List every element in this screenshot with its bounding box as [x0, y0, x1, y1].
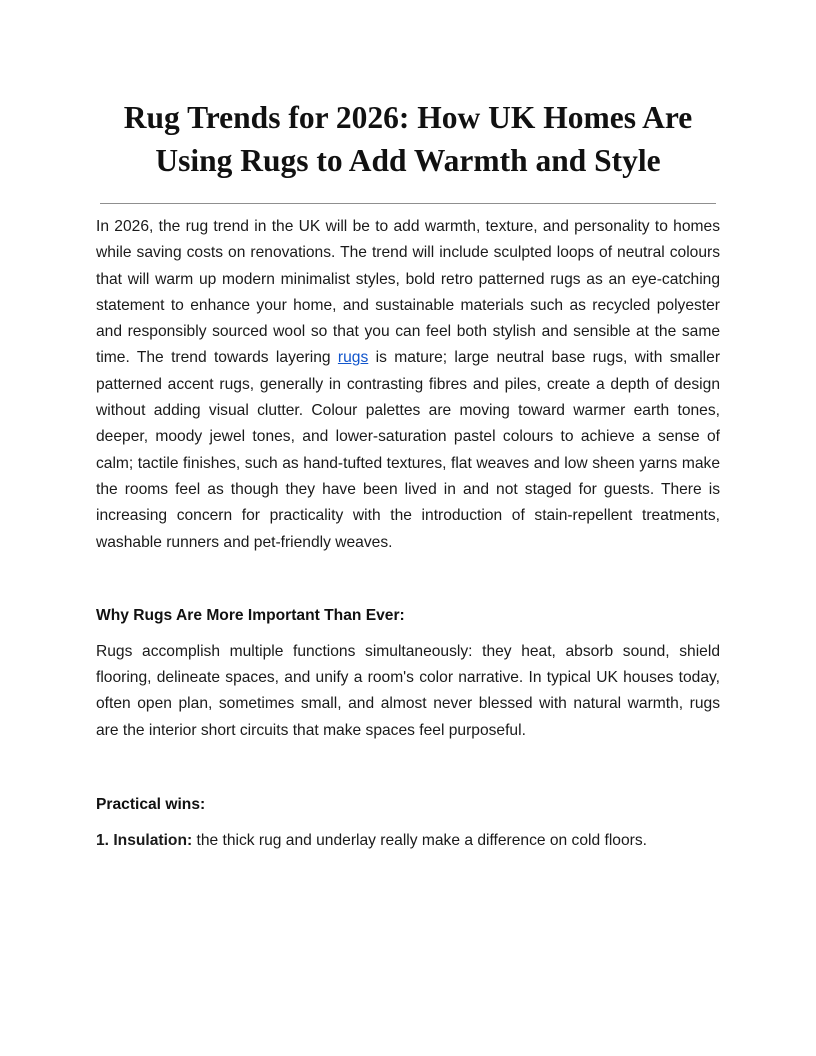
- title-divider: [100, 203, 716, 204]
- intro-text-before-link: In 2026, the rug trend in the UK will be to add warmth, texture, and personality to homes while saving costs on renovations. The trend will include sculpted loops of neutral colours that will warm up modern minimalist styles, bold retro patterned rugs as an eye-catching statement to enhance your home, and sustainable materials such as recycled polyester and responsibly sourced wool so that you can feel both stylish and sensible at the same time. The trend towards layering: [96, 218, 720, 367]
- intro-paragraph: [96, 214, 720, 556]
- document-title: Rug Trends for 2026: How UK Homes Are Using Rugs to Add Warmth and Style: [123, 100, 693, 178]
- document-page: [96, 0, 720, 854]
- rugs-link[interactable]: rugs: [337, 349, 369, 367]
- why-rugs-heading: Why Rugs Are More Important Than Ever:: [96, 606, 405, 624]
- why-rugs-paragraph: Rugs accomplish multiple functions simultaneously: they heat, absorb sound, shield flooring, delineate spaces, and unify a room's color narrative. In typical UK houses today, often open plan, sometimes small, and almost never blessed with natural warmth, rugs are the interior short circuits that make spaces feel purposeful.: [96, 642, 720, 739]
- insulation-text: the thick rug and underlay really make a difference on cold floors.: [192, 832, 647, 850]
- list-item: [96, 828, 720, 854]
- insulation-label: 1. Insulation:: [96, 832, 193, 850]
- intro-text-after-link: is mature; large neutral base rugs, with smaller patterned accent rugs, generally in contrasting fibres and piles, create a depth of design without adding visual clutter. Colour palettes are moving toward warmer earth tones, deeper, moody jewel tones, and lower-saturation pastel colours to achieve a sense of calm; tactile finishes, such as hand-tufted textures, flat weaves and low sheen yarns make the rooms feel as though they have been lived in and not staged for guests. There is increasing concern for practicality with the introduction of stain-repellent treatments, washable runners and pet-friendly weaves.: [96, 349, 721, 551]
- practical-wins-heading: Practical wins:: [96, 796, 206, 814]
